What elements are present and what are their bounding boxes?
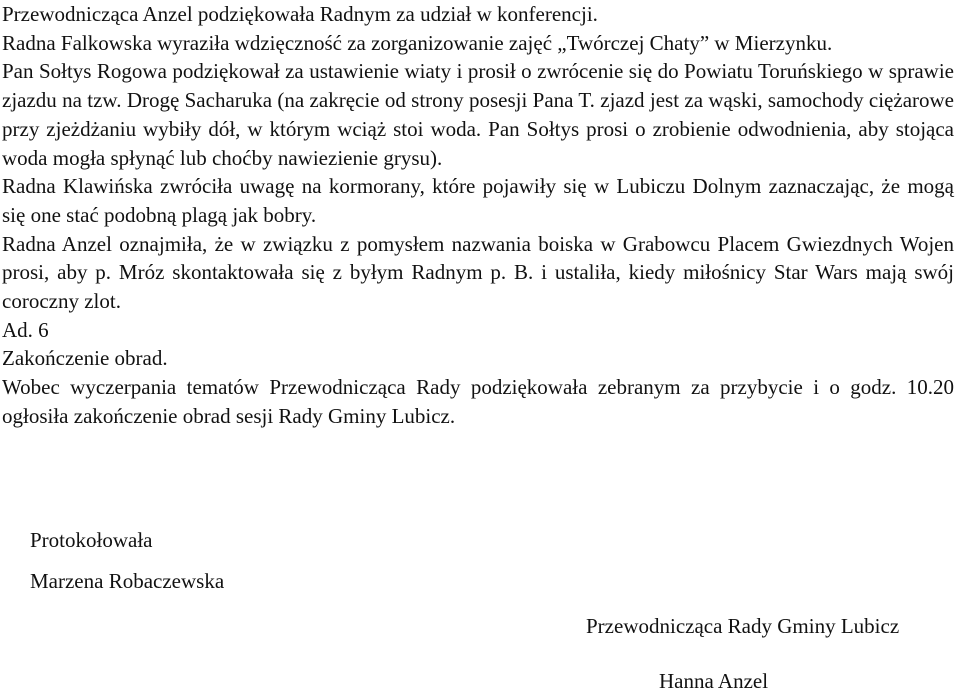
recorder-name: Marzena Robaczewska (30, 569, 225, 593)
recorder-title: Protokołowała (30, 528, 153, 552)
paragraph-closing: Wobec wyczerpania tematów Przewodnicząca Rady podziękowała zebranym za przybycie i o godz. 10.20 ogłosiła zakończenie obrad sesji Rady Gminy Lubicz. (2, 375, 954, 428)
paragraph-chair-thanks: Przewodnicząca Anzel podziękowała Radnym za udział w konferencji. (2, 2, 598, 26)
minutes-body (2, 0, 954, 431)
paragraph-anzel-boisko: Radna Anzel oznajmiła, że w związku z pomysłem nazwania boiska w Grabowcu Placem Gwiezdnych Wojen prosi, aby p. Mróz skontaktowała się z byłym Radnym p. B. i ustaliła, kiedy miłośnicy Star Wars mają swój coroczny zlot. (2, 231, 954, 314)
paragraph-klawinska: Radna Klawińska zwróciła uwagę na kormorany, które pojawiły się w Lubiczu Dolnym zaznaczając, że mogą się one stać podobną plagą jak bobry. (2, 174, 954, 227)
paragraph-falkowska: Radna Falkowska wyraziła wdzięczność za zorganizowanie zajęć „Twórczej Chaty” w Mierzynku. (2, 30, 833, 55)
chair-name: Hanna Anzel (659, 669, 769, 693)
paragraph-soltys-rogowa: Pan Sołtys Rogowa podziękował za ustawienie wiaty i prosił o zwrócenie się do Powiatu Toruńskiego w sprawie zjazdu na tzw. Drogę Sacharuka (na zakręcie od strony posesji Pana T. zjazd jest za wąski, samochody ciężarowe przy zjeżdżaniu wybiły dół, w którym wciąż stoi woda. Pan Sołtys prosi o zrobienie odwodnienia, aby stojąca woda mogła spłynąć lub choćby nawiezienie grysu). (2, 59, 954, 170)
agenda-item-title: Zakończenie obrad. (2, 346, 168, 371)
agenda-item-heading: Ad. 6 (2, 317, 49, 342)
chair-title: Przewodnicząca Rady Gminy Lubicz (586, 614, 900, 638)
